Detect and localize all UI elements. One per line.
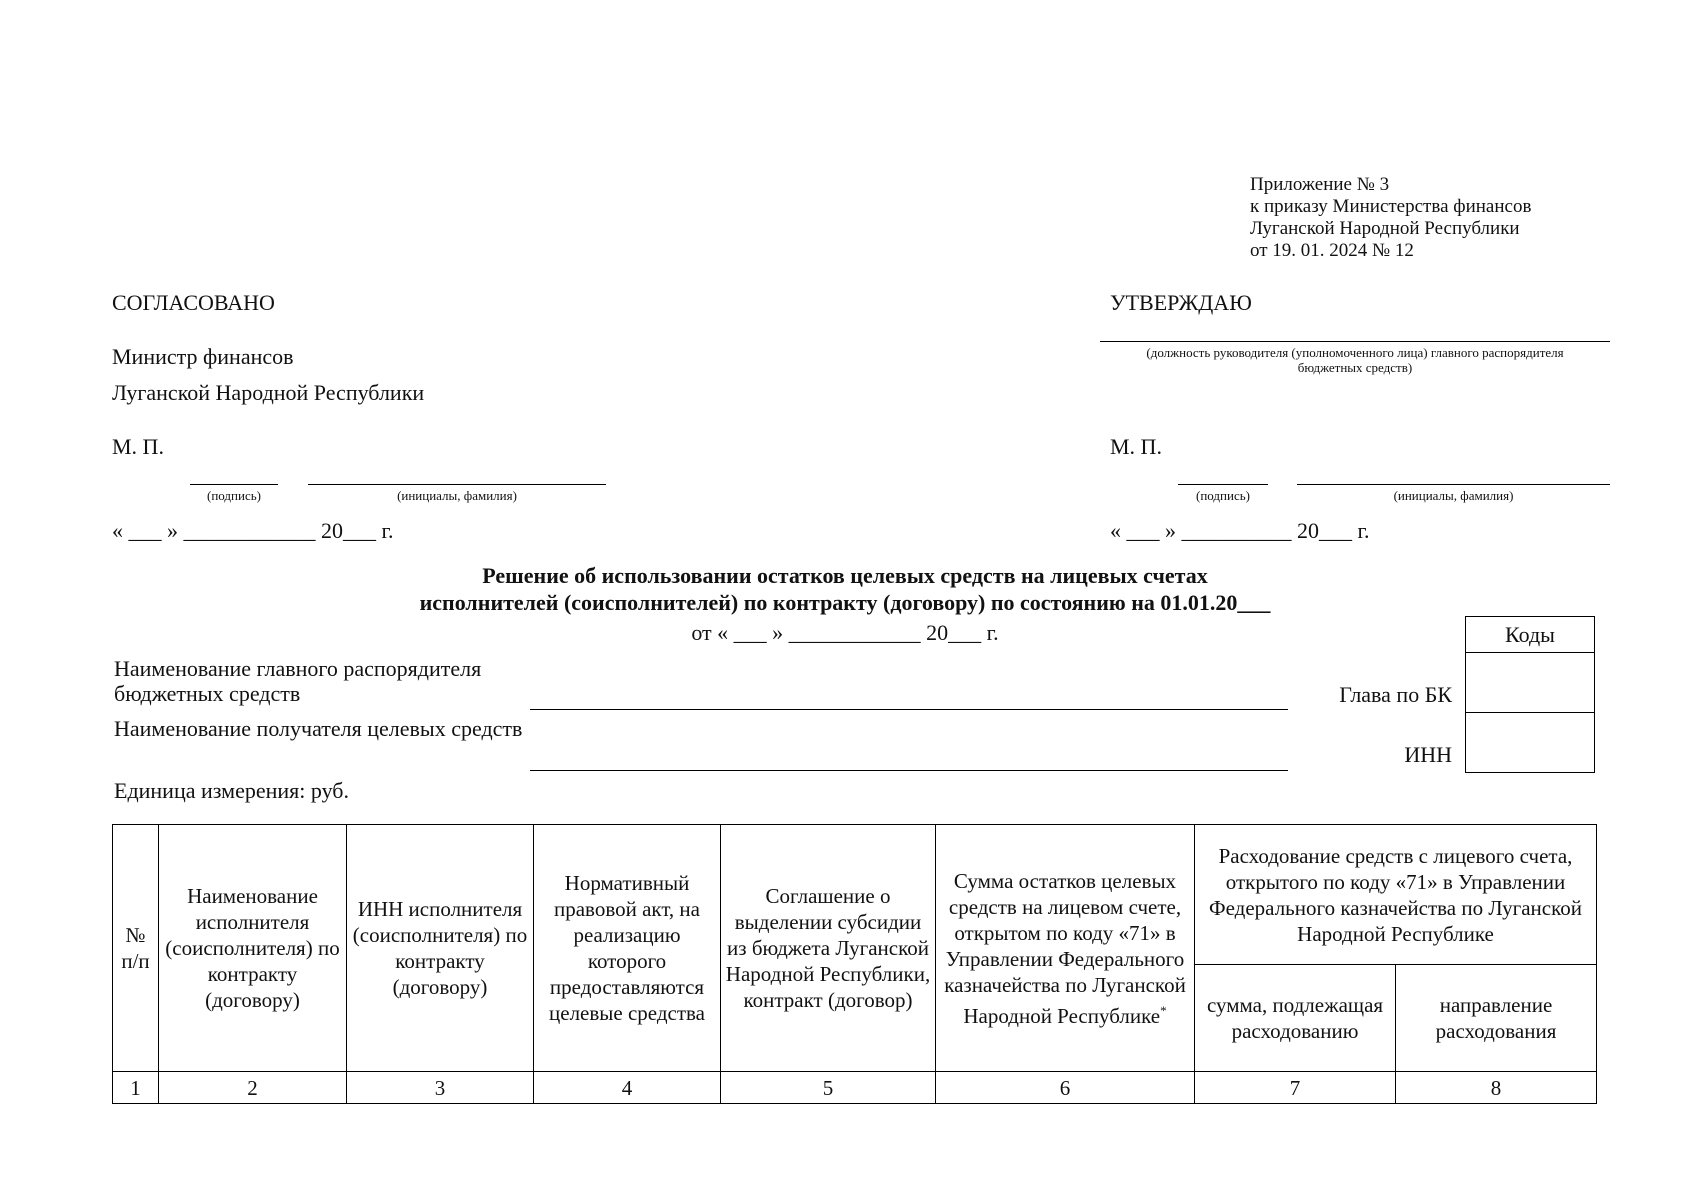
column-number: 5 [721, 1072, 936, 1104]
left-name-line [308, 484, 606, 485]
right-signature-line [1178, 484, 1268, 485]
col-balance-text: Сумма остатков целевых средств на лицевом счете, открытом по коду «71» в Управлении Федерального казначейства по Луганской Народной Республике [944, 868, 1186, 1028]
left-signature-caption: (подпись) [207, 488, 261, 503]
col-balance-header [936, 825, 1195, 1072]
left-position-line1: Министр финансов [112, 344, 294, 369]
right-signature-caption: (подпись) [1196, 488, 1250, 503]
codes-header: Коды [1466, 617, 1595, 653]
title-date: от « ___ » ____________ 20___ г. [691, 620, 999, 645]
column-number: 4 [534, 1072, 721, 1104]
col-inn-header: ИНН исполнителя (соисполнителя) по контракту (договору) [347, 825, 534, 1072]
chief-manager-field[interactable] [530, 709, 1288, 710]
title-line2: исполнителей (соисполнителей) по контракту (договору) по состоянию на 01.01.20___ [419, 590, 1271, 615]
left-position-line2: Луганской Народной Республики [112, 380, 425, 405]
column-number: 3 [347, 1072, 534, 1104]
col-legal-act-header: Нормативный правовой акт, на реализацию которого предоставляются целевые средства [534, 825, 721, 1072]
recipient-label: Наименование получателя целевых средств [114, 716, 523, 741]
unit-label: Единица измерения: руб. [114, 778, 349, 803]
appendix-header [1250, 174, 1531, 262]
col-agreement-header: Соглашение о выделении субсидии из бюджета Луганской Народной Республики, контракт (договор) [721, 825, 936, 1072]
right-position-line [1100, 341, 1610, 342]
col-spending-group-header: Расходование средств с лицевого счета, открытого по коду «71» в Управлении Федерального казначейства по Луганской Народной Республике [1195, 825, 1597, 965]
main-table [112, 824, 1597, 1104]
column-number: 7 [1195, 1072, 1396, 1104]
col-amount-header: сумма, подлежащая расходованию [1195, 965, 1396, 1072]
appendix-line: к приказу Министерства финансов [1250, 196, 1532, 217]
footnote-mark: * [1160, 1002, 1167, 1018]
right-name-line [1297, 484, 1610, 485]
document-title [300, 562, 1390, 616]
appendix-line: Луганской Народной Республики [1250, 218, 1520, 239]
column-number: 8 [1396, 1072, 1597, 1104]
inn-code-cell[interactable] [1466, 713, 1595, 773]
left-stamp: М. П. [112, 434, 164, 459]
col-executor-header: Наименование исполнителя (соисполнителя) по контракту (договору) [159, 825, 347, 1072]
column-number: 1 [113, 1072, 159, 1104]
appendix-line: Приложение № 3 [1250, 174, 1390, 195]
chief-manager-label: Наименование главного распорядителя бюджетных средств [114, 656, 482, 706]
right-date: « ___ » __________ 20___ г. [1110, 518, 1370, 543]
chapter-label: Глава по БК [1339, 682, 1452, 707]
appendix-line: от 19. 01. 2024 № 12 [1250, 240, 1414, 261]
chapter-code-cell[interactable] [1466, 653, 1595, 713]
title-line1: Решение об использовании остатков целевых средств на лицевых счетах [482, 563, 1208, 588]
codes-box [1465, 616, 1595, 773]
column-number: 6 [936, 1072, 1195, 1104]
left-date: « ___ » ____________ 20___ г. [112, 518, 394, 543]
left-name-caption: (инициалы, фамилия) [397, 488, 517, 503]
recipient-field[interactable] [530, 770, 1288, 771]
left-signature-line [190, 484, 278, 485]
col-number-header: № п/п [113, 825, 159, 1072]
col-direction-header: направление расходования [1396, 965, 1597, 1072]
approved-heading: УТВЕРЖДАЮ [1110, 290, 1252, 315]
right-name-caption: (инициалы, фамилия) [1393, 488, 1514, 503]
column-number: 2 [159, 1072, 347, 1104]
inn-label: ИНН [1404, 742, 1452, 767]
right-stamp: М. П. [1110, 434, 1162, 459]
right-position-caption: (должность руководителя (уполномоченного лица) главного распорядителя бюджетных средств) [1146, 345, 1564, 375]
agreed-heading: СОГЛАСОВАНО [112, 290, 275, 315]
